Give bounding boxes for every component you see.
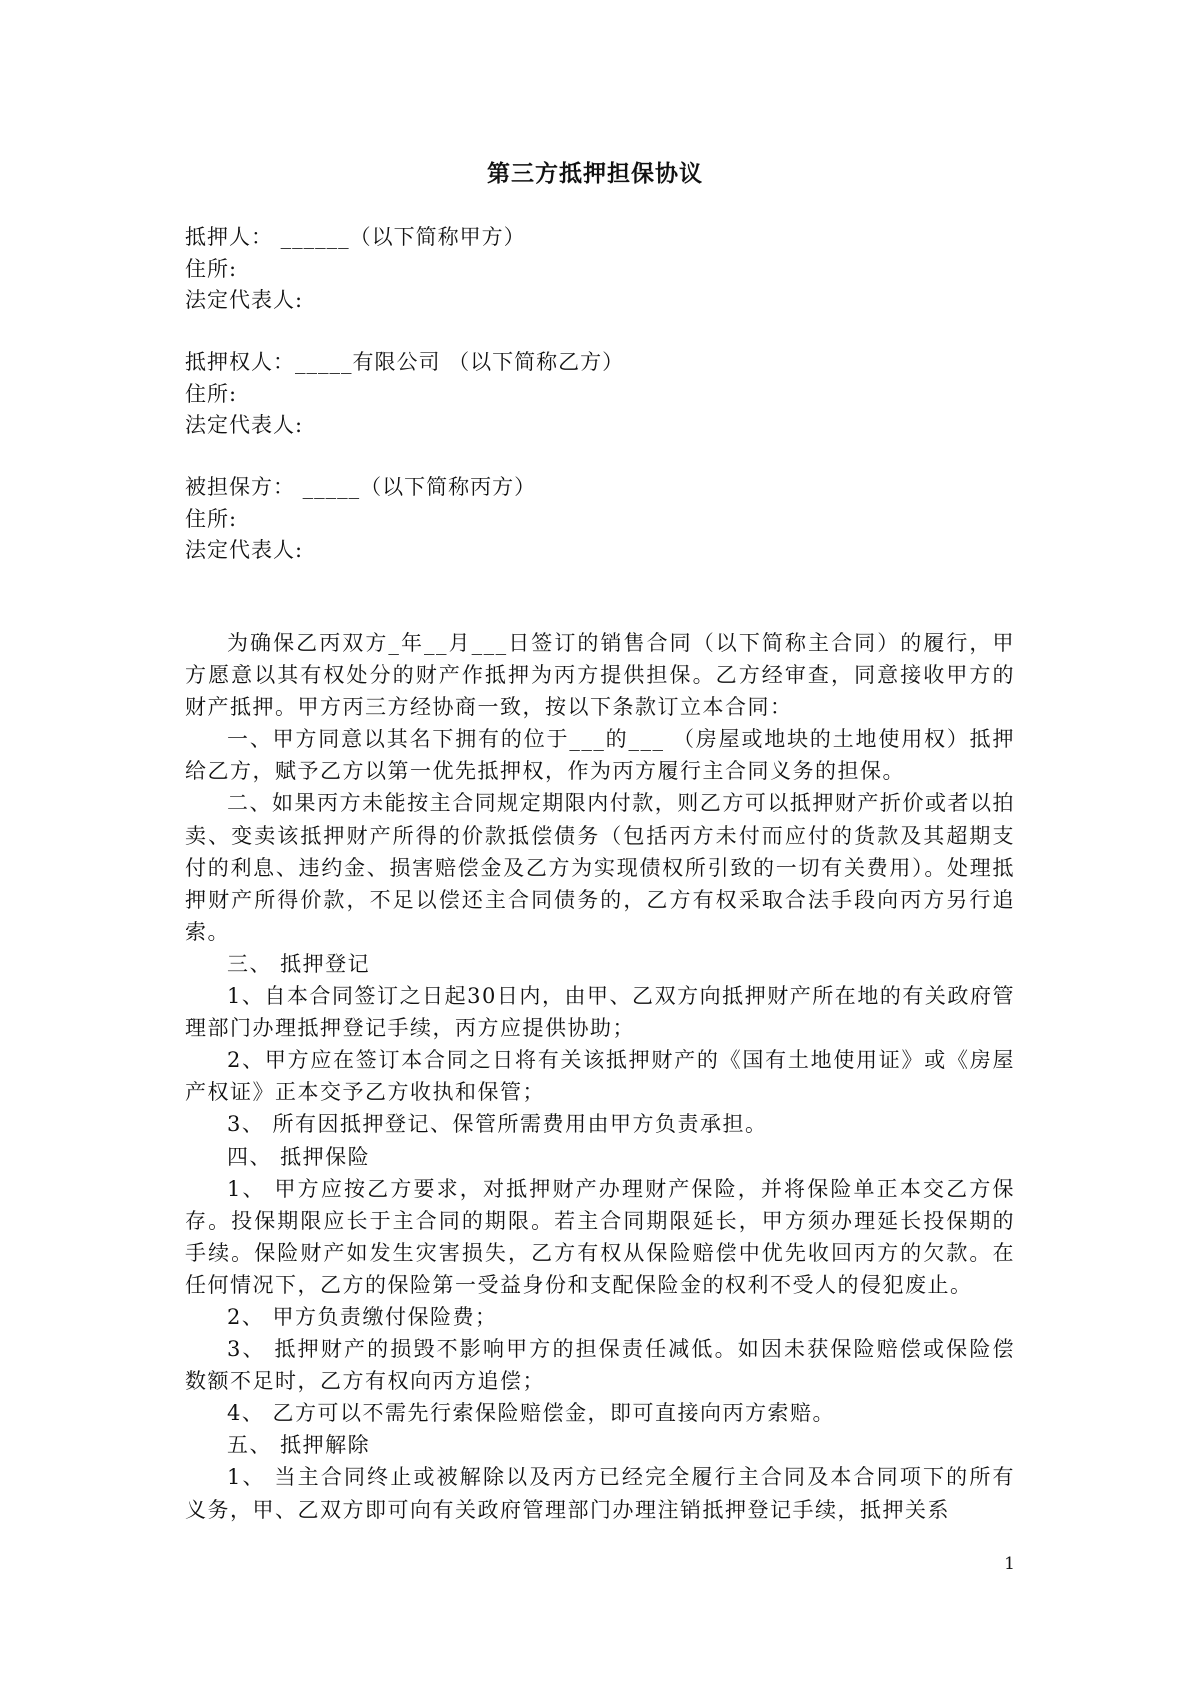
page-number: 1	[1004, 1554, 1015, 1574]
party-guaranteed	[185, 472, 1025, 567]
party-mortgagor	[185, 222, 1025, 317]
party-guaranteed-representative: 法定代表人:	[185, 538, 304, 562]
document-title: 第三方抵押担保协议	[487, 160, 703, 187]
party-mortgagee-address: 住所:	[185, 381, 238, 406]
section-4-item-3: 3、 抵押财产的损毁不影响甲方的担保责任减低。如因未获保险赔偿或保险偿数额不足时，乙方有权向丙方追偿；	[185, 1337, 1015, 1394]
section-4-item-2: 2、 甲方负责缴付保险费；	[227, 1304, 498, 1329]
section-5-item-1: 1、 当主合同终止或被解除以及丙方已经完全履行主合同及本合同项下的所有义务，甲、乙双方即可向有关政府管理部门办理注销抵押登记手续，抵押关系	[185, 1465, 1015, 1522]
party-mortgagee-representative: 法定代表人:	[185, 413, 304, 437]
party-guaranteed-address: 住所:	[185, 506, 238, 531]
clause-2-paragraph: 二、如果丙方未能按主合同规定期限内付款，则乙方可以抵押财产折价或者以拍卖、变卖该抵押财产所得的价款抵偿债务（包括丙方未付而应付的货款及其超期支付的利息、违约金、损害赔偿金及乙方为实现债权所引致的一切有关费用）。处理抵押财产所得价款，不足以偿还主合同债务的，乙方有权采取合法手段向丙方另行追索。	[185, 791, 1015, 944]
party-mortgagee	[185, 347, 1025, 442]
party-mortgagor-address: 住所:	[185, 256, 238, 281]
party-mortgagee-name: 抵押权人：_____有限公司 （以下简称乙方）	[185, 350, 625, 374]
clause-1-paragraph: 一、甲方同意以其名下拥有的位于___的___ （房屋或地块的土地使用权）抵押给乙方，赋予乙方以第一优先抵押权，作为丙方履行主合同义务的担保。	[185, 727, 1015, 784]
section-4-item-4: 4、 乙方可以不需先行索保险赔偿金，即可直接向丙方索赔。	[227, 1401, 836, 1426]
section-3-item-3: 3、 所有因抵押登记、保管所需费用由甲方负责承担。	[227, 1112, 768, 1137]
section-3-item-1: 1、自本合同签订之日起30日内，由甲、乙双方向抵押财产所在地的有关政府管理部门办理抵押登记手续，丙方应提供协助；	[185, 984, 1015, 1041]
section-4-item-1: 1、 甲方应按乙方要求，对抵押财产办理财产保险，并将保险单正本交乙方保存。投保期限应长于主合同的期限。若主合同期限延长，甲方须办理延长投保期的手续。保险财产如发生灾害损失，乙方有权从保险赔偿中优先收回丙方的欠款。在任何情况下，乙方的保险第一受益身份和支配保险金的权利不受人的侵犯废止。	[185, 1176, 1015, 1297]
agreement-body	[185, 627, 1015, 1526]
party-mortgagor-name: 抵押人： ______（以下简称甲方）	[185, 225, 526, 249]
section-4-heading: 四、 抵押保险	[227, 1144, 371, 1169]
party-guaranteed-name: 被担保方： _____（以下简称丙方）	[185, 475, 537, 499]
preamble-paragraph: 为确保乙丙双方_年__月___日签订的销售合同（以下简称主合同）的履行，甲方愿意以其有权处分的财产作抵押为丙方提供担保。乙方经审查，同意接收甲方的财产抵押。甲方丙三方经协商一致，按以下条款订立本合同：	[185, 631, 1015, 720]
section-3-heading: 三、 抵押登记	[227, 951, 371, 976]
party-mortgagor-representative: 法定代表人:	[185, 288, 304, 312]
section-3-item-2: 2、甲方应在签订本合同之日将有关该抵押财产的《国有土地使用证》或《房屋产权证》正本交予乙方收执和保管；	[185, 1048, 1015, 1105]
section-5-heading: 五、 抵押解除	[227, 1433, 371, 1458]
